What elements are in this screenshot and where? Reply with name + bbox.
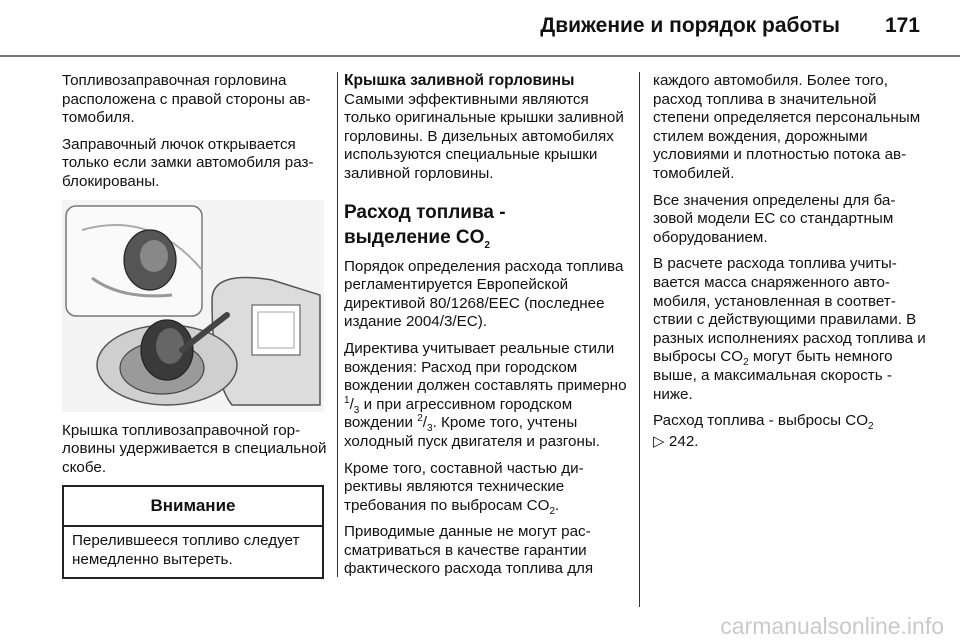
fuel-cap-caption: Крышка топливозаправочной горловины удерживается в специальной скобе. [62, 421, 327, 476]
co2-mass-subscript: 2 [743, 357, 749, 369]
column-3 [653, 72, 927, 459]
fuel-flap-unlock-text: Заправочный лючок открывается только если замки автомобиля разблокированы. [62, 135, 314, 190]
warning-title: Внимание [64, 487, 322, 527]
reference-line [653, 412, 927, 431]
page-header [0, 0, 960, 55]
reference-title: Расход топлива - выбросы CO [653, 412, 869, 430]
section-heading-line1: Расход топлива - [344, 201, 506, 223]
fraction-1-numerator: 1 [344, 394, 350, 406]
column-divider-1 [337, 72, 338, 577]
section-heading [344, 200, 628, 250]
header-divider [0, 55, 960, 57]
vehicle-mass-text-a: В расчете расхода топлива учитывается масса снаряженного автомобиля, установленная в соответствии с действующими правилами. В разных исполнениях расход топлива и выбросы CO [653, 255, 926, 366]
fuel-cap-heading: Крышка заливной горловины [344, 72, 575, 89]
guarantee-text: Приводимые данные не могут рассматриваться в качестве гарантии фактического расхода топлива для [344, 523, 594, 578]
co2-ref-subscript: 2 [868, 421, 874, 433]
warning-text: Перелившееся топливо следует немедленно вытереть. [72, 532, 300, 568]
section-heading-line2: выделение CO [344, 226, 485, 248]
warning-box [62, 485, 324, 579]
eu-directive-text: Порядок определения расхода топлива регламентируется Европейской директивой 80/1268/EEC (последнее издание 2004/3/EC). [344, 257, 624, 331]
co2-subscript: 2 [484, 239, 490, 251]
column-2 [344, 72, 628, 587]
co2-requirements-text [344, 460, 628, 516]
vehicle-mass-text [653, 255, 927, 404]
driving-styles-text-c: . Кроме того, учтены холодный пуск двигателя и разгоны. [344, 414, 600, 450]
co2-requirements-text-a: Кроме того, составной частью директивы являются технические требования по выбросам CO [344, 459, 584, 514]
driving-styles-text: Директива учитывает реальные стили вождения: Расход при городском вождении должен составлять примерно $^1/_3$ и при агрессивном городском вождении $^2/_3$. Кроме того, учтены холодный пуск двигателя и разгоны. [344, 339, 627, 450]
fraction-1-denominator: 3 [353, 404, 360, 416]
driving-styles-text-b: и при агрессивном городском вождении [344, 395, 573, 432]
fuel-cap-drawing [62, 200, 324, 412]
fuel-cap-illustration [62, 200, 324, 412]
column-divider-2 [639, 72, 640, 607]
consumption-factors-text: каждого автомобиля. Более того, расход топлива в значительной степени определяется персональным стилем вождения, дорожными условиями и плотностью потока автомобилей. [653, 72, 921, 182]
fuel-cap-text: Самыми эффективными являются только оригинальные крышки заливной горловины. В дизельных автомобилях используются специальные крышки заливной горловины. [344, 90, 624, 182]
base-model-text: Все значения определены для базовой модели ЕС со стандартным оборудованием. [653, 191, 896, 246]
vehicle-mass-text-b: могут быть немного выше, а максимальная скорость - ниже. [653, 348, 893, 403]
co2-requirements-end: . [555, 496, 560, 514]
arrow-ref-icon: ▷ [653, 432, 665, 450]
page-title: Движение и порядок работы [540, 14, 840, 37]
driving-styles-text-a: Директива учитывает реальные стили вождения: Расход при городском вождении должен составлять примерно [344, 339, 627, 395]
fraction-2-numerator: 2 [417, 413, 423, 425]
reference-page[interactable]: 242. [668, 432, 699, 450]
page-reference[interactable] [653, 433, 927, 452]
co2-req-subscript: 2 [549, 505, 555, 517]
fuel-filler-location-text: Топливозаправочная горловина расположена с правой стороны автомобиля. [62, 72, 311, 127]
column-1 [62, 72, 327, 485]
page-number: 171 [884, 14, 920, 37]
fraction-2-denominator: 3 [427, 423, 433, 435]
watermark: carmanualsonline.info [720, 613, 944, 639]
